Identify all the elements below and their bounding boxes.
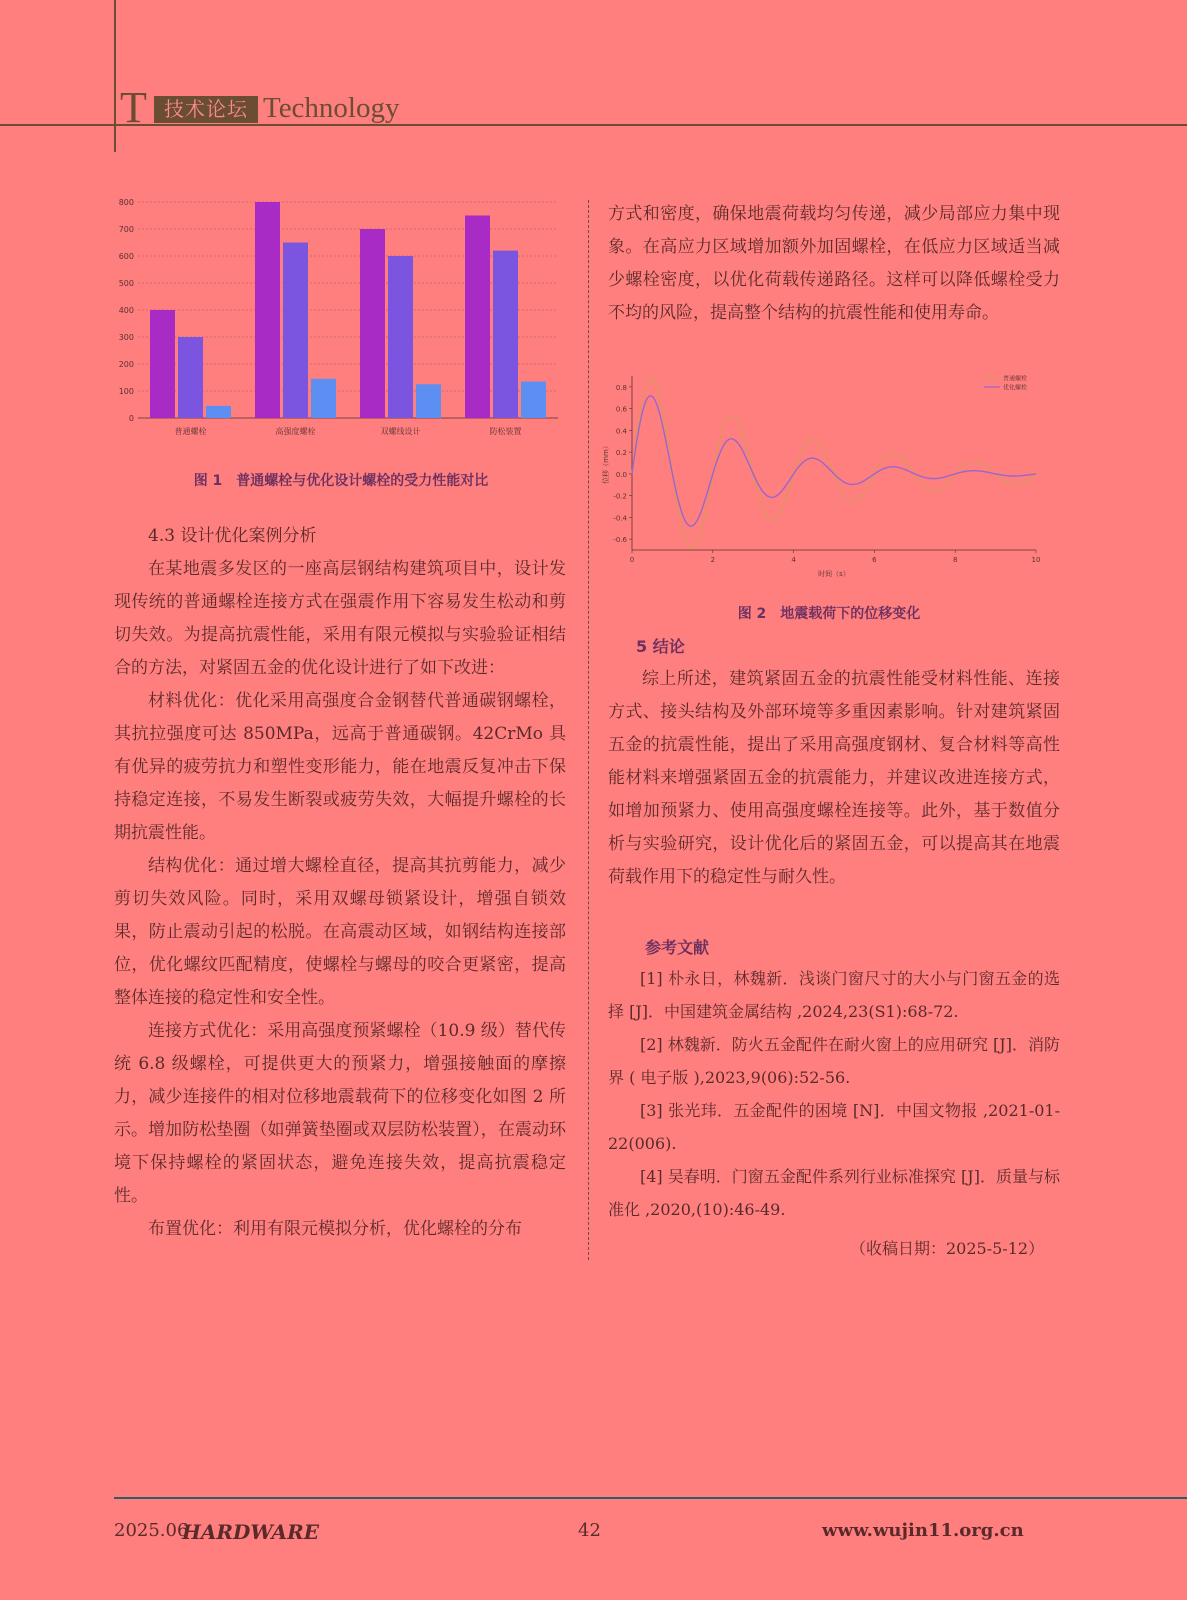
y-tick-label: 0.4 [615, 427, 627, 436]
bar [178, 337, 203, 418]
y-tick-label: 500 [118, 279, 134, 288]
y-tick-label: -0.4 [613, 514, 627, 523]
header-vertical-rule [114, 0, 116, 152]
bar [150, 310, 175, 418]
x-tick-label: 普通螺栓 [174, 427, 207, 436]
y-tick-label: 700 [118, 225, 134, 234]
page-number: 42 [578, 1520, 601, 1541]
x-tick-label: 10 [1031, 556, 1041, 564]
reference-item: [4] 吴春明．门窗五金配件系列行业标准探究 [J]．质量与标准化 ,2020,(10):46-49. [608, 1167, 1060, 1219]
y-tick-label: -0.6 [613, 536, 627, 545]
y-tick-label: 0 [128, 414, 134, 423]
figure1-bar-chart [114, 192, 568, 452]
bar [206, 406, 231, 418]
bar [283, 243, 308, 419]
column-divider [588, 200, 589, 1260]
references-list [608, 962, 1060, 1226]
paragraph: 材料优化：优化采用高强度合金钢替代普通碳钢螺栓，其抗拉强度可达 850MPa，远高于普通碳钢。42CrMo 具有优异的疲劳抗力和塑性变形能力，能在地震反复冲击下保持稳定连接，不易发生断裂或疲劳失效，大幅提升螺栓的长期抗震性能。 [114, 691, 566, 843]
magazine-name: HARDWARE [182, 1520, 319, 1544]
bar [416, 384, 441, 418]
reference-item: [1] 朴永日，林魏新．浅谈门窗尺寸的大小与门窗五金的选择 [J]．中国建筑金属结构 ,2024,23(S1):68-72. [608, 969, 1060, 1021]
y-tick-label: 100 [118, 387, 134, 396]
y-tick-label: 0.2 [615, 449, 627, 458]
reference-item: [3] 张光玮．五金配件的困境 [N]．中国文物报 ,2021-01-22(006). [608, 1101, 1060, 1153]
paragraph: 布置优化：利用有限元模拟分析，优化螺栓的分布 [148, 1219, 522, 1239]
y-tick-label: -0.2 [613, 492, 627, 501]
legend-label: 普通螺栓 [1003, 375, 1028, 383]
y-tick-label: 300 [118, 333, 134, 342]
y-tick-label: 0.0 [615, 470, 627, 479]
x-tick-label: 双螺线设计 [380, 427, 421, 436]
left-column [114, 520, 566, 1246]
x-tick-label: 8 [952, 556, 958, 564]
bar [311, 379, 336, 418]
paragraph: 综上所述，建筑紧固五金的抗震性能受材料性能、连接方式、接头结构及外部环境等多重因素影响。针对建筑紧固五金的抗震性能，提出了采用高强度钢材、复合材料等高性能材料来增强紧固五金的抗震能力，并建议改进连接方式，如增加预紧力、使用高强度螺栓连接等。此外，基于数值分析与实验研究，设计优化后的紧固五金，可以提高其在地震荷载作用下的稳定性与耐久性。 [608, 669, 1060, 887]
paragraph: 连接方式优化：采用高强度预紧螺栓（10.9 级）替代传统 6.8 级螺栓，可提供更大的预紧力，增强接触面的摩擦力，减少连接件的相对位移地震载荷下的位移变化如图 2 所示。增加防松垫圈（如弹簧垫圈或双层防松装置），在震动环境下保持螺栓的紧固状态，避免连接失效，提高抗震稳定性。 [114, 1021, 566, 1206]
received-date: （收稿日期：2025-5-12） [850, 1239, 1045, 1258]
x-tick-label: 高强度螺栓 [275, 427, 316, 436]
header-horizontal-rule [0, 124, 1187, 126]
right-column-intro [608, 198, 1060, 330]
y-tick-label: 200 [118, 360, 134, 369]
y-tick-label: 0.6 [615, 405, 627, 414]
bar [255, 202, 280, 418]
figure2-line-chart [596, 368, 1062, 578]
y-tick-label: 0.8 [615, 383, 627, 392]
references-heading: 参考文献 [645, 938, 710, 957]
section-logo-letter: T [120, 83, 147, 132]
x-tick-label: 防松装置 [489, 427, 522, 436]
x-tick-label: 4 [791, 556, 796, 564]
section-title-cn: 技术论坛 [154, 96, 258, 123]
y-axis-label: 位移（mm） [602, 442, 610, 484]
bar [521, 382, 546, 418]
x-axis-label: 时间（s） [818, 570, 850, 578]
series-line [632, 378, 1036, 549]
bar [465, 216, 490, 419]
issue-date: 2025.06 [114, 1520, 189, 1541]
bar [360, 229, 385, 418]
paragraph: 结构优化：通过增大螺栓直径，提高其抗剪能力，减少剪切失效风险。同时，采用双螺母锁紧设计，增强自锁效果，防止震动引起的松脱。在高震动区域，如钢结构连接部位，优化螺纹匹配精度，使螺栓与螺母的咬合更紧密，提高整体连接的稳定性和安全性。 [114, 856, 566, 1008]
footer-rule [114, 1497, 1187, 1499]
bar [388, 256, 413, 418]
section-title-en: Technology [263, 92, 400, 124]
legend-label: 优化螺栓 [1003, 384, 1028, 392]
figure2-caption: 图 2 地震载荷下的位移变化 [737, 606, 921, 622]
x-tick-label: 6 [872, 556, 877, 564]
figure1-caption: 图 1 普通螺栓与优化设计螺栓的受力性能对比 [193, 473, 489, 489]
reference-item: [2] 林魏新．防火五金配件在耐火窗上的应用研究 [J]．消防界 ( 电子版 ),2023,9(06):52-56. [608, 1035, 1060, 1087]
y-tick-label: 600 [118, 252, 134, 261]
section-heading-4-3: 4.3 设计优化案例分析 [148, 526, 317, 546]
series-line [632, 396, 1036, 526]
bar [493, 251, 518, 418]
y-tick-label: 400 [118, 306, 134, 315]
paragraph: 在某地震多发区的一座高层钢结构建筑项目中，设计发现传统的普通螺栓连接方式在强震作用下容易发生松动和剪切失效。为提高抗震性能，采用有限元模拟与实验验证相结合的方法，对紧固五金的优化设计进行了如下改进： [114, 559, 566, 678]
footer-url[interactable]: www.wujin11.org.cn [822, 1520, 1024, 1541]
paragraph: 方式和密度，确保地震荷载均匀传递，减少局部应力集中现象。在高应力区域增加额外加固螺栓，在低应力区域适当减少螺栓密度，以优化荷载传递路径。这样可以降低螺栓受力不均的风险，提高整个结构的抗震性能和使用寿命。 [608, 204, 1060, 323]
y-tick-label: 800 [118, 198, 134, 207]
conclusion-heading: 5 结论 [636, 637, 685, 656]
x-tick-label: 0 [629, 556, 635, 564]
x-tick-label: 2 [710, 556, 716, 564]
conclusion-section [608, 630, 1060, 894]
